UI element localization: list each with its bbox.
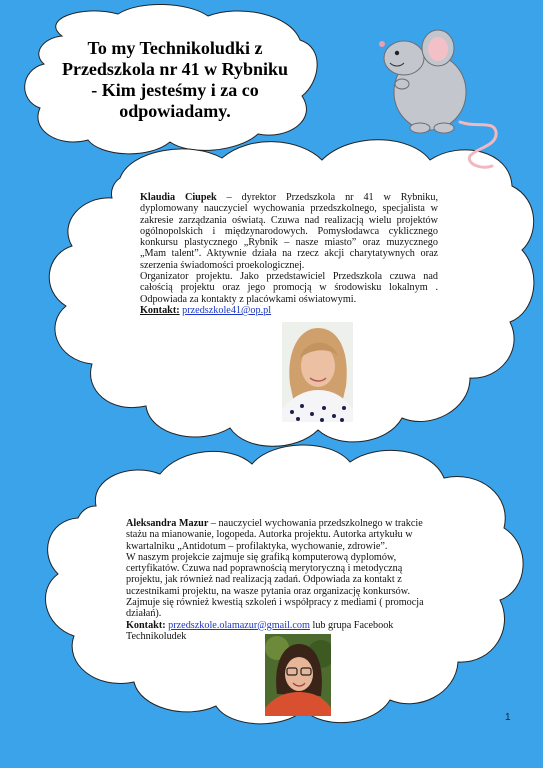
person1-contact-label: Kontakt: xyxy=(140,304,180,316)
title-line-1: To my Technikoludki z xyxy=(87,38,263,58)
person2-name: Aleksandra Mazur xyxy=(126,518,209,529)
person1-email-link[interactable]: przedszkole41@op.pl xyxy=(182,304,272,316)
person2-contact-label: Kontakt: xyxy=(126,619,166,631)
person2-role: W naszym projekcie zajmuje się grafiką komputerową dyplomów, certyfikatów. Czuwa nad poprawnością merytoryczną i metodyczną projektu, jak również nad realizacją zadań. Odpowiada za kontakt z uczestnikami projektu, na wasze pytania oraz organizację konkursów. Zajmuje się również kwestią szkoleń i współpracy z mediami ( promocja działań). xyxy=(126,551,424,620)
title-line-2: Przedszkola nr 41 w Rybniku xyxy=(61,59,289,79)
page-title xyxy=(60,38,290,122)
person2-bio-paragraph xyxy=(126,518,426,552)
person2-block xyxy=(126,518,426,642)
title-line-4: odpowiadamy. xyxy=(119,101,231,121)
person1-role: Organizator projektu. Jako przedstawiciel Przedszkola czuwa nad całością projektu oraz jego promocją w środowisku lokalnym . Odpowiada za kontakty z placówkami oświatowymi. xyxy=(140,271,438,305)
person1-name: Klaudia Ciupek xyxy=(140,192,217,203)
person1-photo xyxy=(282,322,353,422)
person2-photo xyxy=(265,634,331,716)
person1-contact xyxy=(140,305,438,316)
title-line-3: - Kim jesteśmy i za co xyxy=(91,80,259,100)
page-number: 1 xyxy=(505,712,511,723)
person1-bio: – dyrektor Przedszkola nr 41 w Rybniku, dyplomowany nauczyciel wychowania przedszkolnego, specjalista w zakresie zarządzania oświatą. Czuwa nad realizacją wielu projektów ogólnopolskich i międzynarodowych. Pomysłodawca cyklicznego konkursu plastycznego „Rybnik – nasze miasto” oraz muzycznego „Mam talent”. Aktywnie działa na rzecz akcji charytatywnych oraz szerzenia świadomości proekologicznej. xyxy=(140,192,439,271)
person2-bio: – nauczyciel wychowania przedszkolnego w trakcie stażu na mianowanie, logopeda. Autorka projektu. Autorka artykułu w kwartalniku „Antidotum – profilaktyka, wychowanie, zdrowie”. xyxy=(126,518,423,552)
person2-contact-suffix: lub grupa Facebook Technikoludek xyxy=(126,619,394,642)
person2-email-link[interactable]: przedszkole.olamazur@gmail.com xyxy=(168,619,310,631)
person1-block xyxy=(140,192,438,316)
person1-bio-paragraph xyxy=(140,192,438,271)
